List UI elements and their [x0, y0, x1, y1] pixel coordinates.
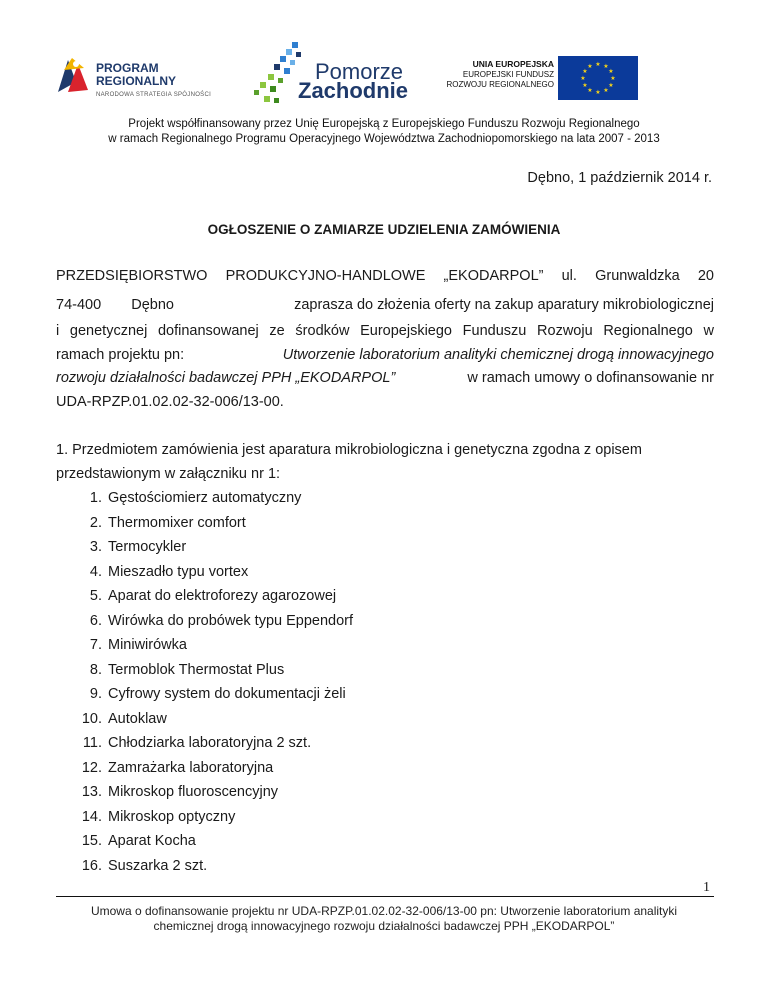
project-name-part1: Utworzenie laboratorium analityki chemicznej drogą innowacyjnego [282, 347, 714, 363]
svg-text:★: ★ [608, 82, 614, 89]
page-number: 1 [703, 880, 710, 895]
list-item-text: Termocykler [108, 539, 187, 555]
list-item-number: 7. [89, 637, 102, 653]
svg-text:★: ★ [595, 89, 601, 96]
list-item [72, 586, 353, 611]
list-item-text: Mikroskop optyczny [108, 808, 236, 825]
header-line-1: Projekt współfinansowany przez Unię Europejską z Europejskiego Funduszu Rozwoju Regionalnego [128, 118, 640, 130]
list-item-number: 13. [81, 784, 102, 800]
program-regionalny-logo [54, 54, 254, 100]
list-item [72, 807, 353, 832]
city: Dębno [131, 297, 174, 313]
project-label: ramach projektu pn: [56, 347, 185, 363]
svg-text:★: ★ [610, 75, 616, 82]
list-item-text: Miniwirówka [108, 637, 187, 653]
svg-text:★: ★ [580, 75, 586, 82]
list-item-number: 14. [81, 808, 102, 825]
list-item-text: Thermomixer comfort [108, 514, 246, 531]
list-item [72, 660, 353, 685]
list-item-text: Mikroskop fluoroscencyjny [108, 784, 279, 800]
list-item-number: 12. [81, 759, 102, 776]
invitation-text: zaprasza do złożenia oferty na zakup aparatury mikrobiologicznej [294, 297, 714, 313]
list-item [72, 782, 353, 807]
svg-text:★: ★ [587, 63, 593, 70]
svg-text:★: ★ [582, 82, 588, 89]
eu-line1: UNIA EUROPEJSKA [472, 59, 554, 69]
list-item-text: Mieszadło typu vortex [108, 563, 249, 580]
list-item [72, 758, 353, 783]
list-item-text: Autoklaw [108, 710, 167, 727]
list-item [72, 611, 353, 636]
list-item-text: Wirówka do probówek typu Eppendorf [108, 612, 354, 629]
list-item [72, 856, 353, 881]
intro-line-4 [56, 346, 714, 364]
svg-text:★: ★ [603, 87, 609, 94]
list-item-text: Gęstościomierz automatyczny [108, 490, 302, 506]
section1-line-2: przedstawionym w załączniku nr 1: [56, 466, 281, 482]
list-item [72, 709, 353, 734]
list-item-number: 3. [89, 539, 102, 555]
list-item-text: Aparat Kocha [108, 833, 196, 849]
program-regionalny-emblem-icon [54, 54, 94, 96]
footer-line-2: chemicznej drogą innowacyjnego rozwoju działalności badawczej PPH „EKODARPOL” [153, 919, 615, 933]
program-line: PROGRAM [96, 61, 159, 75]
list-item [72, 562, 353, 587]
regionalny-line: REGIONALNY [96, 74, 177, 88]
list-item-number: 11. [82, 735, 102, 751]
list-item-number: 2. [89, 514, 102, 531]
list-item-number: 16. [81, 857, 102, 874]
list-item [72, 513, 353, 538]
svg-text:★: ★ [603, 63, 609, 70]
section1-line-1: 1. Przedmiotem zamówienia jest aparatura mikrobiologiczna i genetyczna zgodna z opisem [56, 442, 642, 458]
header-line-2: w ramach Regionalnego Programu Operacyjnego Województwa Zachodniopomorskiego na lata 2007 - 2013 [108, 133, 660, 145]
equipment-list [72, 488, 353, 880]
list-item-number: 10. [81, 710, 102, 727]
list-item [72, 635, 353, 660]
eu-line2: EUROPEJSKI FUNDUSZ [462, 70, 554, 79]
svg-text:★: ★ [608, 68, 614, 75]
agreement-text: w ramach umowy o dofinansowanie nr [467, 370, 714, 386]
list-item-number: 8. [89, 661, 102, 678]
zachodnie-line: Zachodnie [298, 78, 409, 103]
list-item [72, 831, 353, 856]
list-item-number: 6. [89, 612, 102, 629]
intro-line-3: i genetycznej dofinansowanej ze środków Europejskiego Funduszu Rozwoju Regionalnego w [56, 323, 714, 339]
footer-line-1: Umowa o dofinansowanie projektu nr UDA-RPZP.01.02.02-32-006/13-00 pn: Utworzenie laboratorium analityki [90, 904, 678, 918]
list-item [72, 537, 353, 562]
intro-line-6: UDA-RPZP.01.02.02-32-006/13-00. [56, 394, 284, 410]
list-item-number: 9. [89, 686, 102, 702]
postal-code: 74-400 [56, 297, 102, 313]
list-item-text: Cyfrowy system do dokumentacji żeli [108, 686, 346, 702]
intro-line-1: PRZEDSIĘBIORSTWO PRODUKCYJNO-HANDLOWE „EKODARPOL” ul. Grunwaldzka 20 [56, 268, 714, 284]
list-item-number: 4. [89, 563, 102, 580]
list-item-text: Zamrażarka laboratoryjna [108, 759, 274, 776]
list-item-number: 15. [81, 833, 102, 849]
list-item [72, 684, 353, 709]
eu-line3: ROZWOJU REGIONALNEGO [446, 80, 554, 89]
eu-flag-icon [558, 56, 638, 100]
eu-logo [440, 56, 640, 100]
program-subtitle: NARODOWA STRATEGIA SPÓJNOŚCI [96, 92, 212, 98]
project-name-part2: rozwoju działalności badawczej PPH „EKODARPOL” [56, 370, 396, 386]
list-item-text: Aparat do elektroforezy agarozowej [108, 588, 337, 604]
list-item-text: Termoblok Thermostat Plus [108, 661, 285, 678]
list-item-text: Suszarka 2 szt. [108, 857, 208, 874]
svg-text:★: ★ [582, 68, 588, 75]
svg-text:★: ★ [595, 61, 601, 68]
logo-bar [0, 40, 768, 110]
intro-line-5 [56, 369, 714, 387]
pomorze-line: Pomorze [315, 59, 404, 84]
list-item-number: 5. [89, 588, 102, 604]
list-item-text: Chłodziarka laboratoryjna 2 szt. [108, 735, 312, 751]
document-title: OGŁOSZENIE O ZAMIARZE UDZIELENIA ZAMÓWIENIA [207, 222, 561, 237]
list-item [72, 733, 353, 758]
intro-line-2 [56, 296, 714, 314]
pomorze-zachodnie-logo [252, 40, 412, 110]
svg-text:★: ★ [587, 87, 593, 94]
footer-divider [56, 896, 714, 897]
list-item [72, 488, 353, 513]
document-date: Dębno, 1 październik 2014 r. [527, 170, 712, 186]
list-item-number: 1. [89, 490, 102, 506]
